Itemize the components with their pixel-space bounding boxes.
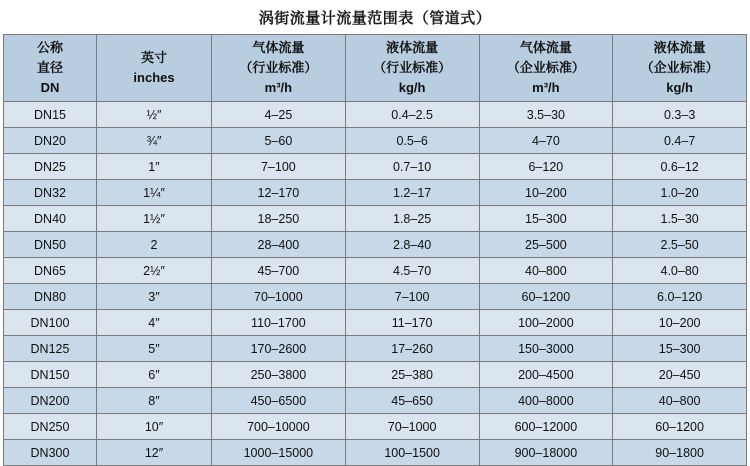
cell-liquid-industry: 11–170 bbox=[345, 310, 479, 336]
cell-liquid-enterprise: 0.3–3 bbox=[613, 102, 747, 128]
cell-inches: ¾″ bbox=[97, 128, 212, 154]
cell-inches: 1¼″ bbox=[97, 180, 212, 206]
table-row bbox=[4, 440, 747, 466]
cell-gas-enterprise: 40–800 bbox=[479, 258, 613, 284]
cell-inches: 1½″ bbox=[97, 206, 212, 232]
cell-gas-industry: 7–100 bbox=[212, 154, 346, 180]
cell-liquid-industry: 25–380 bbox=[345, 362, 479, 388]
cell-gas-industry: 1000–15000 bbox=[212, 440, 346, 466]
cell-gas-enterprise: 25–500 bbox=[479, 232, 613, 258]
column-header-nominal-diameter: 公称 直径 DN bbox=[4, 35, 97, 102]
flow-range-table bbox=[3, 34, 747, 466]
table-row bbox=[4, 362, 747, 388]
column-header-inches: 英寸 inches bbox=[97, 35, 212, 102]
cell-nominal-diameter: DN65 bbox=[4, 258, 97, 284]
cell-gas-enterprise: 10–200 bbox=[479, 180, 613, 206]
cell-nominal-diameter: DN25 bbox=[4, 154, 97, 180]
column-header-gas-flow-enterprise: 气体流量 （企业标准） m³/h bbox=[479, 35, 613, 102]
cell-liquid-industry: 7–100 bbox=[345, 284, 479, 310]
cell-gas-enterprise: 60–1200 bbox=[479, 284, 613, 310]
cell-liquid-enterprise: 1.0–20 bbox=[613, 180, 747, 206]
cell-gas-enterprise: 200–4500 bbox=[479, 362, 613, 388]
cell-gas-industry: 110–1700 bbox=[212, 310, 346, 336]
table-row bbox=[4, 258, 747, 284]
cell-nominal-diameter: DN300 bbox=[4, 440, 97, 466]
cell-gas-enterprise: 100–2000 bbox=[479, 310, 613, 336]
cell-inches: 12″ bbox=[97, 440, 212, 466]
cell-gas-industry: 700–10000 bbox=[212, 414, 346, 440]
table-header bbox=[4, 35, 747, 102]
column-header-gas-flow-industry: 气体流量 （行业标准） m³/h bbox=[212, 35, 346, 102]
table-row bbox=[4, 388, 747, 414]
cell-gas-industry: 250–3800 bbox=[212, 362, 346, 388]
cell-nominal-diameter: DN150 bbox=[4, 362, 97, 388]
cell-inches: 2 bbox=[97, 232, 212, 258]
cell-gas-industry: 70–1000 bbox=[212, 284, 346, 310]
cell-gas-enterprise: 3.5–30 bbox=[479, 102, 613, 128]
cell-liquid-enterprise: 2.5–50 bbox=[613, 232, 747, 258]
cell-gas-enterprise: 6–120 bbox=[479, 154, 613, 180]
cell-liquid-enterprise: 0.4–7 bbox=[613, 128, 747, 154]
table-row bbox=[4, 180, 747, 206]
cell-gas-enterprise: 900–18000 bbox=[479, 440, 613, 466]
table-row bbox=[4, 310, 747, 336]
cell-liquid-industry: 100–1500 bbox=[345, 440, 479, 466]
cell-nominal-diameter: DN100 bbox=[4, 310, 97, 336]
cell-liquid-enterprise: 40–800 bbox=[613, 388, 747, 414]
cell-inches: 6″ bbox=[97, 362, 212, 388]
table-row bbox=[4, 154, 747, 180]
cell-liquid-industry: 70–1000 bbox=[345, 414, 479, 440]
cell-inches: 1″ bbox=[97, 154, 212, 180]
cell-liquid-enterprise: 90–1800 bbox=[613, 440, 747, 466]
column-header-liquid-flow-enterprise: 液体流量 （企业标准） kg/h bbox=[613, 35, 747, 102]
cell-liquid-enterprise: 10–200 bbox=[613, 310, 747, 336]
table-row bbox=[4, 414, 747, 440]
cell-gas-industry: 28–400 bbox=[212, 232, 346, 258]
cell-nominal-diameter: DN80 bbox=[4, 284, 97, 310]
cell-gas-enterprise: 4–70 bbox=[479, 128, 613, 154]
cell-inches: 4″ bbox=[97, 310, 212, 336]
cell-liquid-enterprise: 4.0–80 bbox=[613, 258, 747, 284]
cell-inches: 8″ bbox=[97, 388, 212, 414]
cell-gas-industry: 4–25 bbox=[212, 102, 346, 128]
cell-gas-enterprise: 15–300 bbox=[479, 206, 613, 232]
cell-gas-industry: 18–250 bbox=[212, 206, 346, 232]
cell-gas-industry: 12–170 bbox=[212, 180, 346, 206]
cell-liquid-industry: 2.8–40 bbox=[345, 232, 479, 258]
cell-inches: 2½″ bbox=[97, 258, 212, 284]
table-header-row bbox=[4, 35, 747, 102]
table-row bbox=[4, 102, 747, 128]
cell-liquid-industry: 1.2–17 bbox=[345, 180, 479, 206]
column-header-liquid-flow-industry: 液体流量 （行业标准） kg/h bbox=[345, 35, 479, 102]
cell-gas-industry: 5–60 bbox=[212, 128, 346, 154]
cell-inches: 5″ bbox=[97, 336, 212, 362]
cell-nominal-diameter: DN200 bbox=[4, 388, 97, 414]
cell-liquid-enterprise: 1.5–30 bbox=[613, 206, 747, 232]
cell-nominal-diameter: DN40 bbox=[4, 206, 97, 232]
cell-gas-enterprise: 600–12000 bbox=[479, 414, 613, 440]
table-body bbox=[4, 102, 747, 466]
cell-liquid-industry: 1.8–25 bbox=[345, 206, 479, 232]
cell-liquid-enterprise: 20–450 bbox=[613, 362, 747, 388]
cell-inches: ½″ bbox=[97, 102, 212, 128]
cell-liquid-industry: 17–260 bbox=[345, 336, 479, 362]
table-row bbox=[4, 128, 747, 154]
cell-liquid-industry: 0.4–2.5 bbox=[345, 102, 479, 128]
cell-nominal-diameter: DN20 bbox=[4, 128, 97, 154]
cell-liquid-industry: 0.7–10 bbox=[345, 154, 479, 180]
cell-nominal-diameter: DN125 bbox=[4, 336, 97, 362]
cell-gas-enterprise: 150–3000 bbox=[479, 336, 613, 362]
cell-liquid-enterprise: 0.6–12 bbox=[613, 154, 747, 180]
table-row bbox=[4, 336, 747, 362]
cell-gas-industry: 170–2600 bbox=[212, 336, 346, 362]
cell-nominal-diameter: DN250 bbox=[4, 414, 97, 440]
cell-nominal-diameter: DN32 bbox=[4, 180, 97, 206]
cell-gas-enterprise: 400–8000 bbox=[479, 388, 613, 414]
table-row bbox=[4, 232, 747, 258]
cell-inches: 3″ bbox=[97, 284, 212, 310]
cell-liquid-enterprise: 6.0–120 bbox=[613, 284, 747, 310]
cell-gas-industry: 45–700 bbox=[212, 258, 346, 284]
cell-liquid-industry: 0.5–6 bbox=[345, 128, 479, 154]
cell-liquid-industry: 4.5–70 bbox=[345, 258, 479, 284]
page-title: 涡街流量计流量范围表（管道式） bbox=[258, 10, 492, 27]
cell-liquid-enterprise: 15–300 bbox=[613, 336, 747, 362]
cell-nominal-diameter: DN15 bbox=[4, 102, 97, 128]
cell-gas-industry: 450–6500 bbox=[212, 388, 346, 414]
table-row bbox=[4, 206, 747, 232]
cell-inches: 10″ bbox=[97, 414, 212, 440]
table-row bbox=[4, 284, 747, 310]
cell-nominal-diameter: DN50 bbox=[4, 232, 97, 258]
cell-liquid-industry: 45–650 bbox=[345, 388, 479, 414]
cell-liquid-enterprise: 60–1200 bbox=[613, 414, 747, 440]
